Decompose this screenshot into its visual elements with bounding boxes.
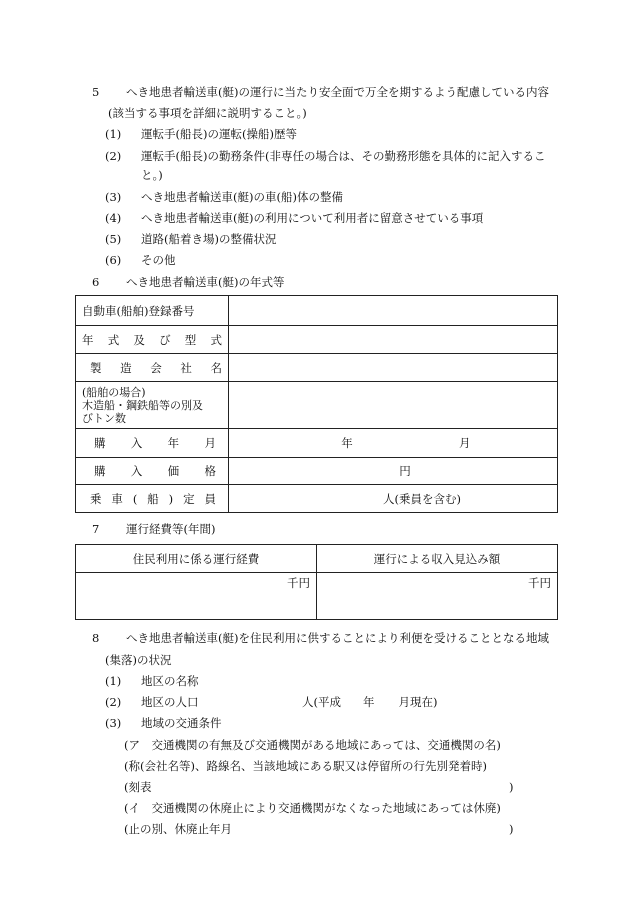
- row-value: [229, 296, 558, 326]
- table-row: [76, 326, 558, 354]
- section5-item-1: (1) 運転手(船長)の運転(操船)歴等: [105, 127, 297, 141]
- transport-note-line: (イ 交通機関の休廃止により交通機関がなくなった地域にあっては休廃): [124, 801, 501, 815]
- section5-item-6: (6) その他: [105, 253, 176, 267]
- column-header: 住民利用に係る運行経費: [76, 545, 317, 573]
- table-row: [76, 429, 558, 458]
- row-label: 購入価格: [76, 458, 229, 485]
- section5-item-2: (2) 運転手(船長)の勤務条件(非専任の場合は、その勤務形態を具体的に記入するこ: [105, 149, 546, 163]
- section5-item-4: (4) へき地患者輸送車(艇)の利用について利用者に留意させている事項: [105, 211, 484, 225]
- cost-value-cell: 千円: [76, 573, 317, 620]
- transport-note-line: (ア 交通機関の有無及び交通機関がある地域にあっては、交通機関の名): [124, 738, 501, 752]
- row-value: 人(乗員を含む): [229, 485, 558, 513]
- section5-note: (該当する事項を詳細に説明すること。): [108, 106, 307, 120]
- row-value: [229, 429, 558, 458]
- table-header-row: [76, 545, 558, 573]
- population-as-of: 人(平成 年 月現在): [302, 695, 438, 709]
- section5-heading: 5 へき地患者輸送車(艇)の運行に当たり安全面で万全を期するよう配慮している内容: [92, 85, 549, 99]
- table-row: [76, 458, 558, 485]
- purchase-year-label: 年: [341, 436, 353, 450]
- row-label: 製造会社名: [76, 354, 229, 382]
- column-header: 運行による収入見込み額: [317, 545, 558, 573]
- table-row: [76, 382, 558, 429]
- operating-cost-table: [75, 544, 558, 620]
- table-row: [76, 485, 558, 513]
- table-row: [76, 354, 558, 382]
- income-value-cell: 千円: [317, 573, 558, 620]
- table-row: [76, 573, 558, 620]
- row-label-multiline: (船舶の場合) 木造船・鋼鉄船等の別及 びトン数: [76, 382, 229, 429]
- row-label: 購入年月: [76, 429, 229, 458]
- section8-item-1: (1) 地区の名称: [105, 674, 199, 688]
- section5-item-2-cont: と。): [141, 168, 163, 182]
- close-paren: ): [509, 780, 514, 794]
- transport-note-line: (止の別、休廃止年月: [124, 822, 232, 836]
- row-value: 円: [229, 458, 558, 485]
- row-label: 年式及び型式: [76, 326, 229, 354]
- transport-note-line: (刻表: [124, 780, 152, 794]
- row-value: [229, 326, 558, 354]
- section8-heading: 8 へき地患者輸送車(艇)を住民利用に供することにより利便を受けることとなる地域: [92, 631, 549, 645]
- section5-item-3: (3) へき地患者輸送車(艇)の車(船)体の整備: [105, 190, 343, 204]
- close-paren: ): [509, 822, 514, 836]
- transport-note-line: (称(会社名等)、路線名、当該地域にある駅又は停留所の行先別発着時): [124, 759, 487, 773]
- section8-heading-cont: (集落)の状況: [105, 653, 172, 667]
- section7-heading: 7 運行経費等(年間): [92, 522, 216, 536]
- section6-heading: 6 へき地患者輸送車(艇)の年式等: [92, 275, 285, 289]
- row-value: [229, 354, 558, 382]
- vehicle-info-table: [75, 295, 558, 513]
- section5-item-5: (5) 道路(船着き場)の整備状況: [105, 232, 277, 246]
- table-row: [76, 296, 558, 326]
- purchase-month-label: 月: [459, 436, 471, 450]
- section8-item-2: (2) 地区の人口: [105, 695, 199, 709]
- row-value: [229, 382, 558, 429]
- row-label: 乗車(船)定員: [76, 485, 229, 513]
- row-label: 自動車(船舶)登録番号: [76, 296, 229, 326]
- section8-item-3: (3) 地域の交通条件: [105, 716, 222, 730]
